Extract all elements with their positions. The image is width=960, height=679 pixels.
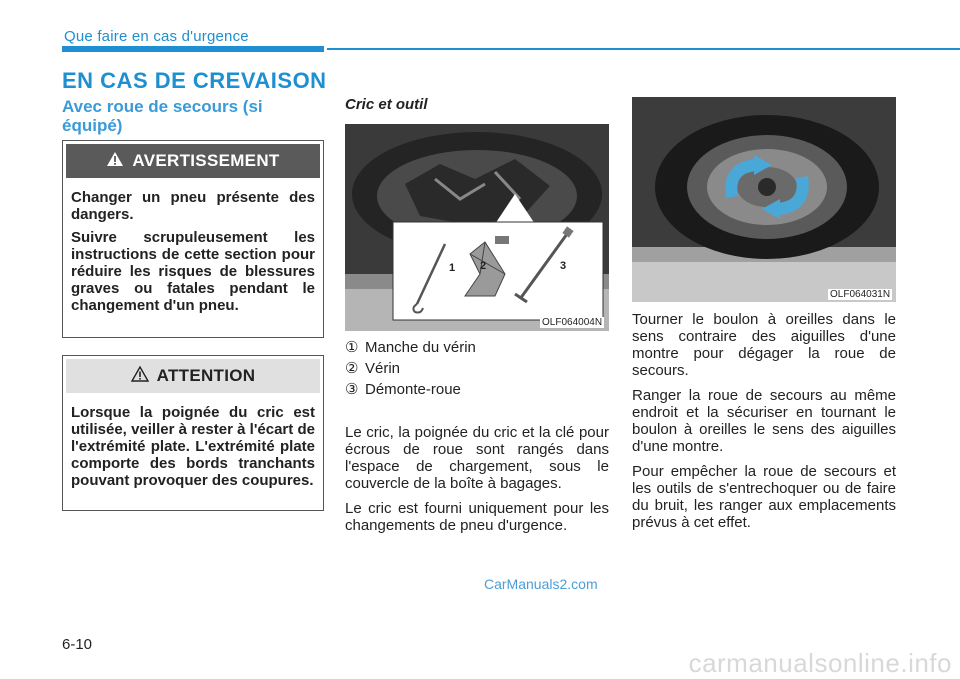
tools-list [345,337,476,400]
subsection-title: Avec roue de secours (si équipé) [62,97,263,135]
tools-illustration [345,124,609,331]
spare-figure [632,97,896,302]
tools-text [345,424,609,542]
callout-3: 3 [560,260,567,272]
tools-figure [345,124,609,331]
spare-tire-illustration [632,97,896,302]
caution-box [62,355,324,511]
section-title: EN CAS DE CREVAISON [62,68,327,93]
tools-figure-code: OLF064004N [542,317,603,328]
caution-box-title: ATTENTION [156,366,256,385]
caution-paragraph: Lorsque la poignée du cric est utilisée, veiller à rester à l'écart de l'extrémité plate. L'extrémité plate comporte des bords tranchants pouvant provoquer des coupures. [71,404,315,489]
callout-2: 2 [480,260,487,272]
warning-box-title: AVERTISSEMENT [132,151,280,170]
spare-figure-code: OLF064031N [830,289,891,300]
warning-paragraph: Changer un pneu présente des dangers. [71,189,315,223]
caution-box-header [66,359,320,393]
footer-watermark: carmanualsonline.info [688,648,952,678]
tools-title: Cric et outil [345,96,428,113]
list-item: ② Vérin [345,360,401,377]
list-item: ① Manche du vérin [345,339,476,356]
header-section-label: Que faire en cas d'urgence [64,28,249,45]
warning-paragraph: Suivre scrupuleusement les instructions de cette section pour réduire les risques de blessures graves ou fatales pendant le changement d'un pneu. [71,229,315,314]
caution-triangle-icon [131,366,149,387]
warning-box-body [63,178,323,328]
spare-paragraph: Pour empêcher la roue de secours et les outils de s'entrechoquer ou de faire du bruit, les ranger aux emplacements prévus à cet effet. [632,463,896,531]
tools-paragraph: Le cric, la poignée du cric et la clé pour écrous de roue sont rangés dans l'espace de chargement, sous le couvercle de la boîte à bagages. [345,424,609,492]
header-rule-thin [327,48,960,50]
spare-paragraph: Tourner le boulon à oreilles dans le sens contraire des aiguilles d'une montre pour dégager la roue de secours. [632,311,896,379]
watermark-link[interactable]: CarManuals2.com [484,576,598,592]
warning-box [62,140,324,338]
header-rule-thick [62,46,324,52]
warning-triangle-icon [106,151,124,172]
callout-1: 1 [449,262,456,274]
warning-box-header [66,144,320,178]
page-number: 6-10 [62,636,93,653]
spare-paragraph: Ranger la roue de secours au même endroit et la sécuriser en tournant le boulon à oreilles le sens des aiguilles d'une montre. [632,387,896,455]
list-item: ③ Démonte-roue [345,381,461,398]
tools-paragraph: Le cric est fourni uniquement pour les changements de pneu d'urgence. [345,500,609,534]
spare-text [632,311,896,539]
caution-box-body [63,393,323,503]
